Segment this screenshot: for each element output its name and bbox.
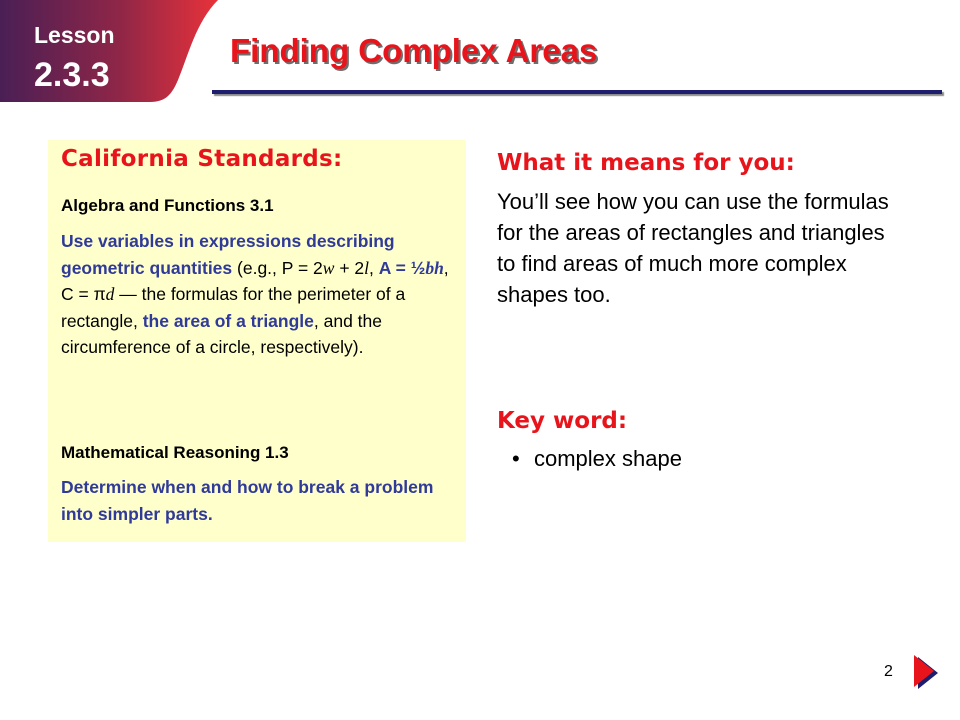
standard-1-text: + 2 — [334, 257, 365, 278]
page-number: 2 — [884, 663, 893, 680]
standard-1-title: Algebra and Functions 3.1 — [61, 196, 274, 215]
standard-1-text: — the formulas for the perimeter of a rectangle, — [61, 284, 406, 331]
var-bh: bh — [425, 257, 444, 278]
var-w: w — [322, 257, 335, 278]
means-body: You’ll see how you can use the formulas for the areas of rectangles and triangles to find areas of much more complex shapes too. — [497, 189, 889, 307]
standard-1-emphasis: the area of a triangle — [142, 310, 314, 331]
standard-2-title: Mathematical Reasoning 1.3 — [61, 443, 289, 462]
bullet: • — [512, 446, 520, 471]
var-d: d — [105, 284, 115, 304]
lesson-badge-shape — [0, 0, 220, 102]
keyword-text: complex shape — [534, 446, 682, 471]
standards-heading: California Standards: — [61, 146, 343, 172]
standard-1-emphasis: Use variables in expressions describing geometric quantities — [61, 231, 395, 278]
lesson-label: Lesson — [34, 22, 115, 48]
standard-2-body: Determine when and how to break a problem into simpler parts. — [61, 477, 434, 524]
keyword-heading: Key word: — [497, 408, 628, 434]
area-formula: A = ½ — [378, 257, 426, 278]
lesson-badge — [0, 0, 220, 102]
page-title: Finding Complex Areas — [230, 32, 598, 69]
lesson-number: 2.3.3 — [34, 56, 110, 94]
means-heading: What it means for you: — [497, 150, 795, 176]
title-divider — [212, 90, 942, 94]
var-l: l — [364, 257, 370, 278]
standard-1-text: , C = π — [61, 257, 449, 304]
standard-1-text: , and the circumference of a circle, respectively). — [61, 310, 383, 357]
keyword-list-item — [512, 446, 682, 472]
standard-1-body — [61, 228, 461, 361]
standard-1-text: , — [369, 257, 379, 278]
next-arrow-icon[interactable] — [912, 654, 938, 690]
standard-1-text: (e.g., P = 2 — [232, 257, 323, 278]
